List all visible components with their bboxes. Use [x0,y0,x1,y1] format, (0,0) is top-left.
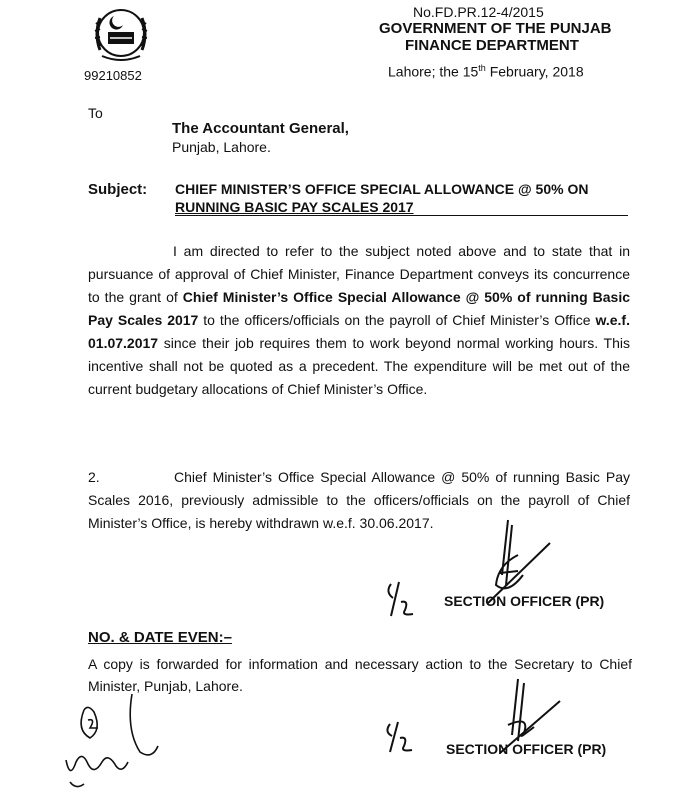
endorsement-text: A copy is forwarded for information and necessary action to the Secretary to Chief Minister, Punjab, Lahore. [88,656,632,694]
initials-mark-1 [383,580,423,620]
handwritten-note-marks [62,690,172,794]
body-paragraph-1: I am directed to refer to the subject noted above and to state that in pursuance of approval of Chief Minister, Finance Department conveys its concurrence to the grant of Chief Minister’s Office Special Allowance @ 50% of running Basic Pay Scales 2017 to the officers/officials on the payroll of Chief Minister’s Office w.e.f. 01.07.2017 since their job requires them to work beyond normal working hours. This incentive shall not be quoted as a precedent. The expenditure will be met out of the current budgetary allocations of Chief Minister’s Office. [88,243,630,397]
body-paragraph-2: 2. Chief Minister’s Office Special Allowance @ 50% of running Basic Pay Scales 2016, previously admissible to the officers/officials on the payroll of Chief Minister’s Office, is hereby withdrawn w.e.f. 30.06.2017. [88,469,630,531]
recipient-location: Punjab, Lahore. [172,139,271,155]
subject-line-1: CHIEF MINISTER’S OFFICE SPECIAL ALLOWANCE @ 50% ON [175,181,589,197]
recipient-name: The Accountant General, [172,120,349,137]
subject-line-2: RUNNING BASIC PAY SCALES 2017 [175,199,414,215]
punjab-emblem-logo [86,4,156,66]
to-label: To [88,105,103,121]
handwritten-signature-1 [478,515,558,605]
phone-number: 99210852 [84,68,142,83]
initials-mark-2 [382,720,422,756]
signatory-title-2: SECTION OFFICER (PR) [446,741,607,757]
endorsement-heading: NO. & DATE EVEN:– [88,629,232,646]
department-title: FINANCE DEPARTMENT [405,37,579,54]
subject-label: Subject: [88,181,148,198]
signatory-title-1: SECTION OFFICER (PR) [444,593,605,609]
reference-number: No.FD.PR.12-4/2015 [413,4,544,20]
government-title: GOVERNMENT OF THE PUNJAB [379,20,612,37]
letter-date: Lahore; the 15th February, 2018 [388,63,584,80]
subject-underline [175,215,628,216]
